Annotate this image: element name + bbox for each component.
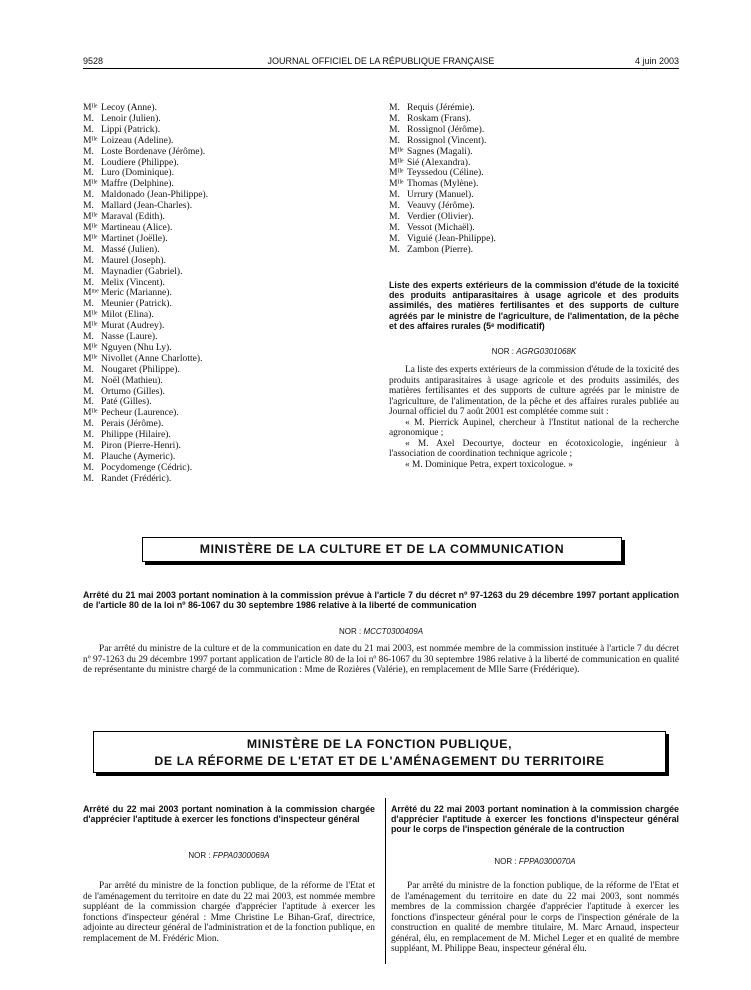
- title-abbrev: M.: [83, 189, 94, 201]
- name-entry: [83, 376, 363, 387]
- nor-label: NOR :: [188, 851, 211, 860]
- title-abbrev: Mᴵˡᵉ: [83, 178, 98, 190]
- title-abbrev: Mᴵˡᵉ: [389, 156, 404, 168]
- experts-nor: [389, 347, 679, 356]
- culture-arrete-title: Arrêté du 21 mai 2003 portant nomination à la commission prévue à l'article 7 du décret nº 97-1263 du 29 décembre 1997 portant application de l'article 80 de la loi nº 86-1067 du 30 septembre 1986 relative à la liberté de communication: [83, 590, 679, 611]
- person-name: Veauvy (Jérôme).: [407, 200, 475, 212]
- fonction-right-nor: [391, 857, 679, 866]
- person-name: Loizeau (Adeline).: [101, 134, 174, 146]
- title-abbrev: M.: [83, 461, 94, 473]
- person-name: Murat (Audrey).: [101, 320, 165, 332]
- title-abbrev: M.: [83, 451, 94, 462]
- title-abbrev: Mᴵˡᵉ: [83, 352, 98, 364]
- nor-label: NOR :: [338, 627, 362, 636]
- title-abbrev: M.: [83, 440, 94, 452]
- title-abbrev: M.: [83, 385, 94, 397]
- experts-body: [389, 365, 679, 470]
- fonction-right-title: Arrêté du 22 mai 2003 portant nomination à la commission chargée d'apprécier l'aptitude à exercer les fonctions d'inspecteur général pour le corps de l'inspection générale de la contruction: [391, 804, 679, 835]
- person-name: Sié (Alexandra).: [407, 156, 471, 168]
- title-abbrev: M.: [389, 243, 400, 255]
- person-name: Nasse (Laure).: [101, 331, 158, 343]
- title-abbrev: M.: [389, 123, 400, 135]
- title-abbrev: Mᴵˡᵉ: [83, 407, 98, 419]
- experts-item-2: « M. Axel Decourtye, docteur en écotoxicologie, ingénieur à l'association de coordination technique agricole ;: [389, 438, 679, 459]
- person-name: Nguyen (Nhu Ly).: [101, 341, 172, 353]
- person-name: Massé (Julien).: [101, 243, 160, 255]
- person-name: Thomas (Mylène).: [407, 178, 479, 190]
- title-abbrev: M.: [389, 102, 400, 113]
- name-entry: [389, 136, 679, 147]
- person-name: Rossignol (Vincent).: [407, 134, 487, 146]
- ministry-fonction-title-line1: MINISTÈRE DE LA FONCTION PUBLIQUE,: [246, 737, 513, 751]
- person-name: Randet (Frédéric).: [101, 472, 172, 484]
- person-name: Urrury (Manuel).: [407, 189, 474, 201]
- title-abbrev: M.: [83, 145, 94, 157]
- title-abbrev: Mᴵˡᵉ: [83, 134, 98, 146]
- person-name: Zambon (Pierre).: [407, 243, 474, 255]
- person-name: Pecheur (Laurence).: [101, 407, 179, 419]
- name-entry: [83, 136, 363, 147]
- left-name-list: [83, 103, 363, 485]
- title-abbrev: M.: [389, 112, 400, 124]
- name-entry: [83, 147, 363, 158]
- person-name: Lippi (Patrick).: [101, 123, 161, 135]
- title-abbrev: M.: [389, 221, 400, 233]
- name-entry: [389, 147, 679, 158]
- fonction-left-body: [83, 881, 375, 944]
- fonction-right-body: [391, 881, 679, 955]
- person-name: Maldonado (Jean-Philippe).: [101, 189, 209, 201]
- person-name: Pocydomenge (Cédric).: [101, 461, 193, 473]
- title-abbrev: M.: [83, 298, 94, 310]
- header-rule: [83, 68, 679, 69]
- title-abbrev: M.: [83, 472, 94, 484]
- title-abbrev: Mᴵˡᵉ: [389, 167, 404, 179]
- person-name: Piron (Pierre-Henri).: [101, 440, 181, 452]
- ministry-fonction-box: [93, 731, 666, 773]
- title-abbrev: M.: [83, 363, 94, 375]
- nor-code: AGRG0301068K: [516, 347, 577, 356]
- title-abbrev: Mᴵˡᵉ: [83, 221, 98, 233]
- name-entry: [83, 267, 363, 278]
- title-abbrev: M.: [83, 123, 94, 135]
- culture-body: [83, 644, 679, 676]
- person-name: Roskam (Frans).: [407, 112, 471, 124]
- title-abbrev: M.: [83, 254, 94, 266]
- person-name: Luro (Dominique).: [101, 167, 175, 179]
- title-abbrev: Mᴵˡᵉ: [389, 178, 404, 190]
- title-abbrev: M.: [389, 189, 400, 201]
- person-name: Viguié (Jean-Philippe).: [407, 232, 496, 244]
- title-abbrev: M.: [83, 374, 94, 386]
- person-name: Sagnes (Magali).: [407, 145, 473, 157]
- person-name: Plauche (Aymeric).: [101, 451, 176, 462]
- person-name: Martineau (Alice).: [101, 221, 173, 233]
- title-abbrev: M.: [83, 429, 94, 441]
- name-entry: [83, 256, 363, 267]
- experts-title: Liste des experts extérieurs de la commission d'étude de la toxicité des produits antiparasitaires à usage agricole et des produits assimilés, des matières fertilisantes et des supports de culture agréés par le ministre de l'agriculture, de l'alimentation, de la pêche et des affaires rurales (5ᵉ modificatif): [389, 280, 679, 331]
- name-entry: [389, 245, 679, 256]
- person-name: Teyssedou (Céline).: [407, 167, 484, 179]
- title-abbrev: Mᴵˡᵉ: [389, 145, 404, 157]
- experts-item-3: « M. Dominique Petra, expert toxicologue. »: [405, 459, 573, 470]
- person-name: Loudiere (Philippe).: [101, 156, 179, 168]
- person-name: Maynadier (Gabriel).: [101, 265, 183, 277]
- right-name-list: [389, 103, 679, 256]
- title-abbrev: M.: [83, 276, 94, 288]
- nor-code: FPPA0300069A: [212, 851, 270, 860]
- title-abbrev: Mᴵˡᵉ: [83, 320, 98, 332]
- nor-code: MCCT0300409A: [363, 627, 424, 636]
- culture-body-text: Par arrêté du ministre de la culture et de la communication en date du 21 mai 2003, est nommée membre de la commission instituée à l'article 7 du décret nº 97-1263 du 29 décembre 1997 portant application de l'article 80 de la loi nº 86-1067 du 30 septembre 1986 relative à la liberté de communication en qualité de représentante du ministre chargé de la communication : Mme de Rozières (Valérie), en remplacement de Mlle Sarre (Frédérique).: [83, 644, 679, 675]
- title-abbrev: M.: [83, 156, 94, 168]
- person-name: Meric (Marianne).: [101, 287, 172, 299]
- title-abbrev: M.: [83, 167, 94, 179]
- ministry-culture-title: MINISTÈRE DE LA CULTURE ET DE LA COMMUNICATION: [199, 542, 565, 556]
- person-name: Melix (Vincent).: [101, 276, 165, 288]
- person-name: Rossignol (Jérôme).: [407, 123, 485, 135]
- person-name: Lenoir (Julien).: [101, 112, 161, 124]
- title-abbrev: Mᴵˡᵉ: [83, 309, 98, 321]
- experts-intro: La liste des experts extérieurs de la commission d'étude de la toxicité des produits antiparasitaires à usage agricole et des produits assimilés, des matières fertilisantes et des supports de culture agréés par le ministre de l'agriculture, de l'alimentation, de la pêche et des affaires rurales publiée au Journal officiel du 7 août 2001 est complétée comme suit :: [389, 365, 679, 417]
- experts-item-1: « M. Pierrick Aupinel, chercheur à l'Institut national de la recherche agronomique ;: [389, 417, 679, 438]
- page-number: 9528: [83, 56, 104, 66]
- person-name: Noël (Mathieu).: [101, 374, 163, 386]
- title-abbrev: M.: [389, 200, 400, 212]
- title-abbrev: Mᵐᵉ: [83, 287, 99, 299]
- person-name: Perais (Jérôme).: [101, 418, 164, 430]
- title-abbrev: M.: [389, 211, 400, 223]
- person-name: Paté (Gilles).: [101, 396, 152, 408]
- title-abbrev: Mᴵˡᵉ: [83, 341, 98, 353]
- nor-code: FPPA0300070A: [518, 857, 576, 866]
- person-name: Maffre (Delphine).: [101, 178, 174, 190]
- nor-label: NOR :: [491, 347, 514, 356]
- person-name: Nougaret (Philippe).: [101, 363, 180, 375]
- person-name: Vessot (Michaël).: [407, 221, 475, 233]
- name-entry: [83, 474, 363, 485]
- title-abbrev: Mᴵˡᵉ: [83, 102, 98, 113]
- person-name: Mallard (Jean-Charles).: [101, 200, 193, 212]
- person-name: Requis (Jérémie).: [407, 102, 475, 113]
- title-abbrev: M.: [83, 265, 94, 277]
- fonction-right-body-text: Par arrêté du ministre de la fonction publique, de la réforme de l'Etat et de l'aménagement du territoire en date du 22 mai 2003, sont nommés membres de la commission chargée d'apprécier l'aptitude à exercer les fonctions d'inspecteur général pour le corps de l'inspection générale de la construction en qualité de membre titulaire, M. Marc Arnaud, inspecteur général, élu, en remplacement de M. Michel Leger et en qualité de membre suppléant, M. Philippe Beau, inspecteur général élu.: [391, 881, 679, 954]
- person-name: Lecoy (Anne).: [101, 102, 157, 113]
- fonction-left-nor: [83, 851, 375, 860]
- title-abbrev: M.: [83, 418, 94, 430]
- title-abbrev: M.: [83, 112, 94, 124]
- column-divider: [385, 798, 386, 964]
- person-name: Verdier (Olivier).: [407, 211, 474, 223]
- person-name: Martinet (Joëlle).: [101, 232, 168, 244]
- issue-date: 4 juin 2003: [634, 56, 679, 66]
- person-name: Maraval (Edith).: [101, 211, 165, 223]
- ministry-culture-box: [142, 537, 622, 562]
- person-name: Ortumo (Gilles).: [101, 385, 165, 397]
- title-abbrev: M.: [83, 243, 94, 255]
- nor-label: NOR :: [494, 857, 517, 866]
- title-abbrev: M.: [83, 331, 94, 343]
- title-abbrev: M.: [389, 134, 400, 146]
- person-name: Nivollet (Anne Charlotte).: [101, 352, 203, 364]
- title-abbrev: M.: [83, 200, 94, 212]
- ministry-fonction-title-line2: DE LA RÉFORME DE L'ETAT ET DE L'AMÉNAGEMENT DU TERRITOIRE: [154, 754, 605, 768]
- title-abbrev: Mᴵˡᵉ: [83, 211, 98, 223]
- title-abbrev: M.: [389, 232, 400, 244]
- fonction-left-title: Arrêté du 22 mai 2003 portant nomination à la commission chargée d'apprécier l'aptitude à exercer les fonctions d'inspecteur général: [83, 804, 375, 825]
- culture-nor: [83, 627, 679, 636]
- title-abbrev: M.: [83, 396, 94, 408]
- person-name: Milot (Elina).: [101, 309, 154, 321]
- person-name: Philippe (Hilaire).: [101, 429, 171, 441]
- fonction-left-body-text: Par arrêté du ministre de la fonction publique, de la réforme de l'Etat et de l'aménagement du territoire en date du 22 mai 2003, est nommée membre suppléant de la commission chargée d'apprécier l'aptitude à exercer les fonctions d'inspecteur général : Mme Christine Le Bihan-Graf, directrice, adjointe au directeur général de l'administration et de la fonction publique, en remplacement de M. Frédéric Mion.: [83, 881, 375, 944]
- person-name: Loste Bordenave (Jérôme).: [101, 145, 206, 157]
- journal-title: JOURNAL OFFICIEL DE LA RÉPUBLIQUE FRANÇAISE: [267, 56, 495, 66]
- person-name: Maurel (Joseph).: [101, 254, 167, 266]
- title-abbrev: Mᴵˡᵉ: [83, 232, 98, 244]
- person-name: Meunier (Patrick).: [101, 298, 172, 310]
